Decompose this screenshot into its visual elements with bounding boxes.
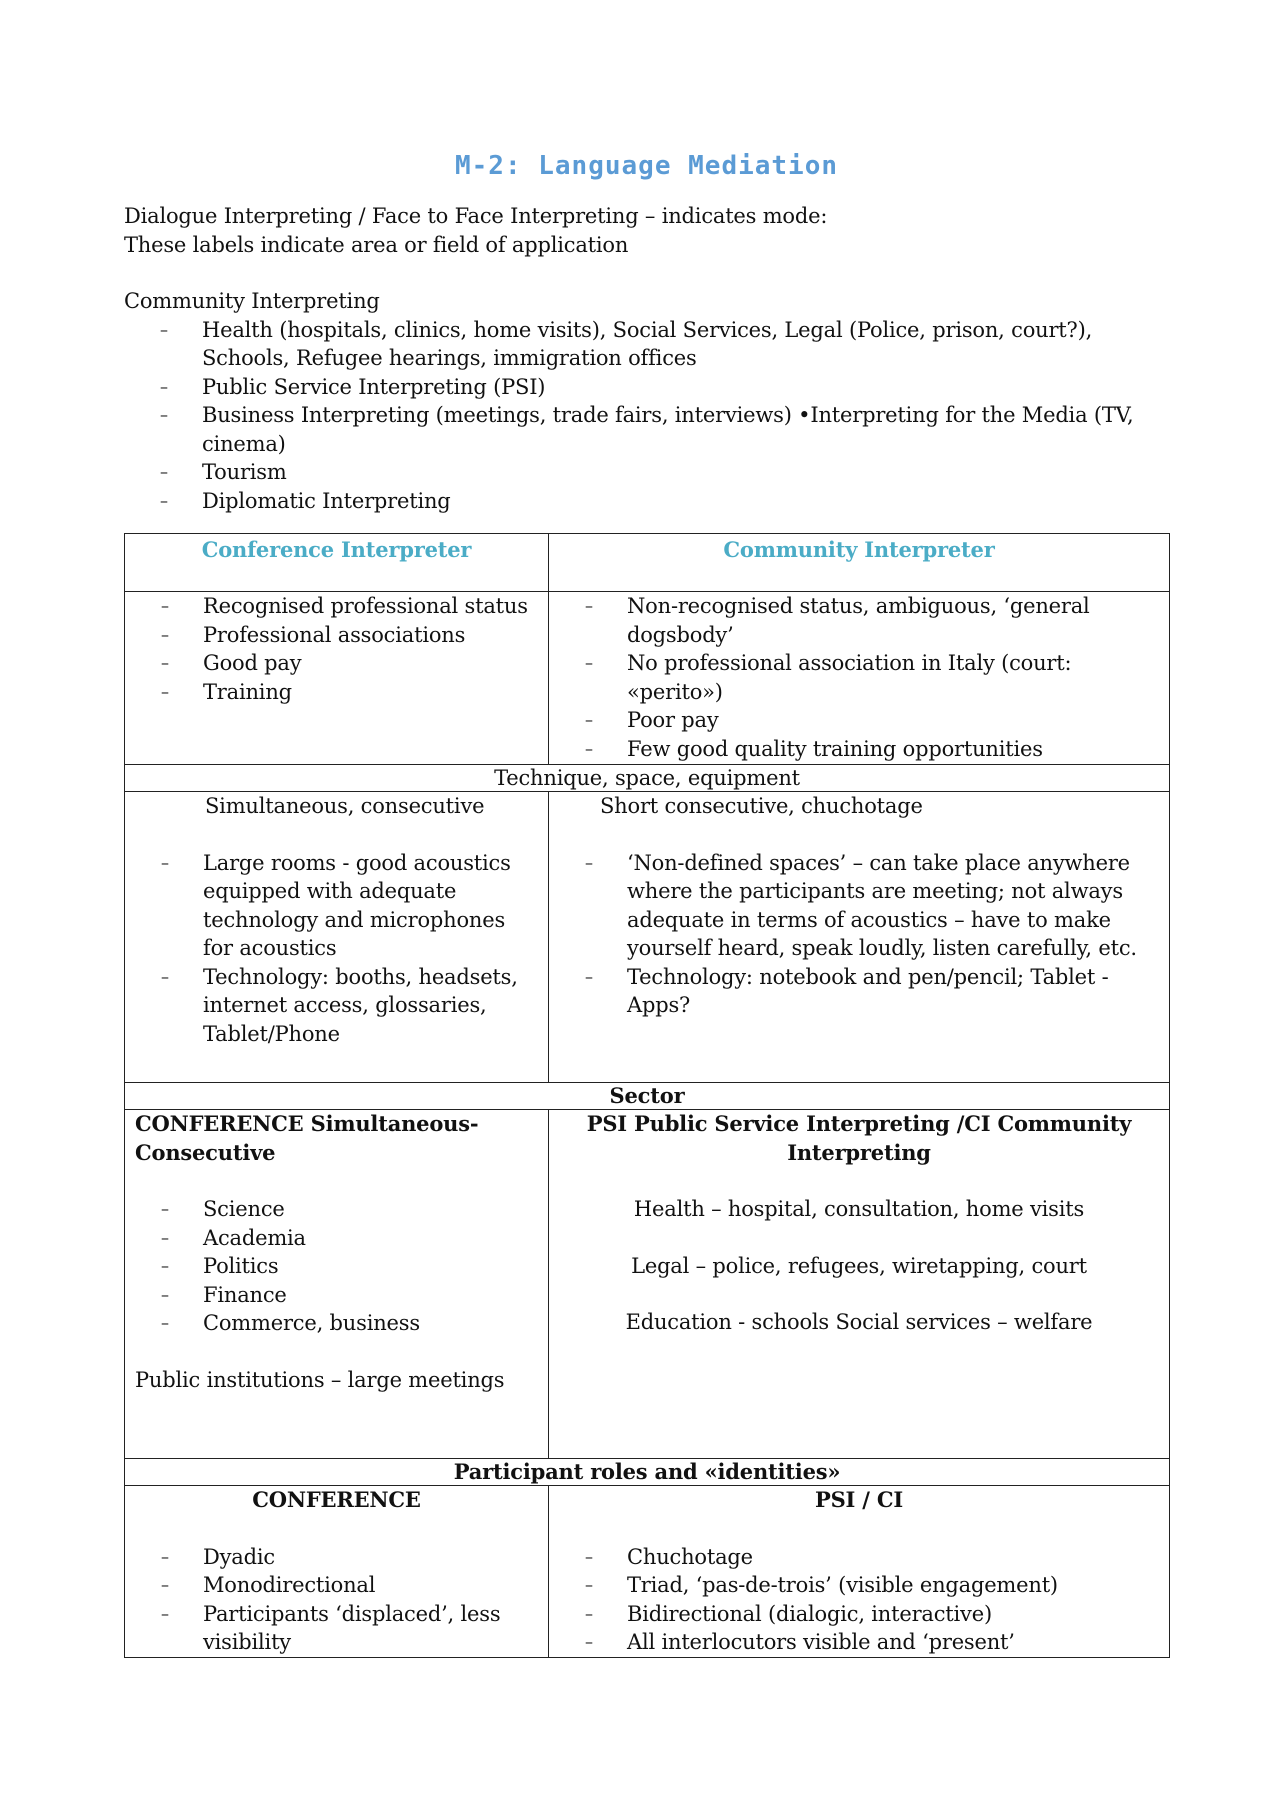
roles-right-heading: PSI / CI: [814, 1487, 903, 1512]
spacer: [124, 259, 1169, 287]
table-row-technique: [125, 792, 1170, 1083]
technique-left-list: [125, 849, 538, 1049]
comparison-table: [124, 533, 1170, 1658]
sector-left-cell: [125, 1110, 549, 1459]
list-item: – Poor pay: [627, 706, 1159, 735]
header-community-interpreter: Community Interpreter: [549, 534, 1170, 592]
sector-left-list: [125, 1195, 538, 1338]
spacer: [559, 1224, 1159, 1252]
sector-line: Legal – police, refugees, wiretapping, court: [631, 1253, 1087, 1278]
document-page: [124, 150, 1169, 1658]
band-row-technique: [125, 765, 1170, 792]
sector-right-cell: [549, 1110, 1170, 1459]
sector-left-heading: CONFERENCE Simultaneous-Consecutive: [135, 1111, 479, 1165]
spacer: [559, 1280, 1159, 1308]
sector-right-heading: PSI Public Service Interpreting /CI Community Interpreting: [586, 1111, 1132, 1165]
list-item: – Tourism: [202, 458, 1169, 487]
table-row-status: [125, 592, 1170, 765]
community-heading: Community Interpreting: [124, 289, 380, 313]
community-list: [124, 316, 1169, 516]
list-item: – Bidirectional (dialogic, interactive): [627, 1600, 1159, 1629]
status-left-list: [125, 592, 538, 706]
band-roles: Participant roles and «identities»: [125, 1459, 1170, 1486]
list-item: – Politics: [203, 1252, 538, 1281]
technique-left-cell: [125, 792, 549, 1083]
list-item: – Diplomatic Interpreting: [202, 487, 1169, 516]
header-conference-interpreter: Conference Interpreter: [125, 534, 549, 592]
list-item: – Monodirectional: [203, 1571, 538, 1600]
spacer: [135, 1515, 538, 1543]
list-item: – Technology: booths, headsets, internet access, glossaries, Tablet/Phone: [203, 963, 538, 1049]
list-item: – Large rooms - good acoustics equipped with adequate technology and microphones for acoustics: [203, 849, 538, 963]
list-item: – All interlocutors visible and ‘present’: [627, 1628, 1159, 1657]
list-item: – Good pay: [203, 649, 538, 678]
technique-right-list: [549, 849, 1159, 1020]
list-item: – Chuchotage: [627, 1543, 1159, 1572]
status-right-cell: [549, 592, 1170, 765]
roles-left-list: [125, 1543, 538, 1657]
band-row-roles: [125, 1459, 1170, 1486]
list-item: – Public Service Interpreting (PSI): [202, 373, 1169, 402]
table-header-row: [125, 534, 1170, 592]
spacer: [559, 821, 1159, 849]
sector-line: Education - schools Social services – welfare: [625, 1310, 1093, 1334]
spacer: [135, 821, 538, 849]
list-item: – Professional associations: [203, 621, 538, 650]
spacer: [135, 1338, 538, 1366]
technique-right-cell: [549, 792, 1170, 1083]
list-item: – Recognised professional status: [203, 592, 538, 621]
status-left-cell: [125, 592, 549, 765]
list-item: – Academia: [203, 1224, 538, 1253]
list-item: – Triad, ‘pas-de-trois’ (visible engagement): [627, 1571, 1159, 1600]
list-item: – Training: [203, 678, 538, 707]
spacer: [559, 1515, 1159, 1543]
band-sector: Sector: [125, 1083, 1170, 1110]
roles-left-heading: CONFERENCE: [252, 1487, 421, 1512]
list-item: – Science: [203, 1195, 538, 1224]
sector-line: Health – hospital, consultation, home visits: [633, 1197, 1085, 1221]
list-item: – Dyadic: [203, 1543, 538, 1572]
technique-left-heading: Simultaneous, consecutive: [205, 794, 485, 818]
list-item: – Participants ‘displaced’, less visibility: [203, 1600, 538, 1657]
spacer: [135, 1167, 538, 1195]
intro-line-1: Dialogue Interpreting / Face to Face Interpreting – indicates mode:: [124, 204, 828, 228]
list-item: – Commerce, business: [203, 1309, 538, 1338]
sector-left-footer: Public institutions – large meetings: [135, 1367, 505, 1392]
table-row-roles: [125, 1486, 1170, 1658]
list-item: – Health (hospitals, clinics, home visits), Social Services, Legal (Police, prison, court?), Schools, Refugee hearings, immigration offices: [202, 316, 1169, 373]
list-item: – Few good quality training opportunities: [627, 735, 1159, 764]
band-technique: Technique, space, equipment: [125, 765, 1170, 792]
roles-right-cell: [549, 1486, 1170, 1658]
list-item: – Finance: [203, 1281, 538, 1310]
list-item: – No professional association in Italy (court: «perito»): [627, 649, 1159, 706]
roles-right-list: [549, 1543, 1159, 1657]
band-row-sector: [125, 1083, 1170, 1110]
list-item: – Business Interpreting (meetings, trade fairs, interviews) •Interpreting for the Media (TV, cinema): [202, 401, 1169, 458]
table-row-sector: [125, 1110, 1170, 1459]
spacer: [559, 1167, 1159, 1195]
list-item: – ‘Non-defined spaces’ – can take place anywhere where the participants are meeting; not always adequate in terms of acoustics – have to make yourself heard, speak loudly, listen carefully, etc.: [627, 849, 1159, 963]
status-right-list: [549, 592, 1159, 763]
intro-line-2: These labels indicate area or field of application: [124, 232, 629, 257]
list-item: – Technology: notebook and pen/pencil; Tablet - Apps?: [627, 963, 1159, 1020]
page-title: M-2: Language Mediation: [454, 151, 839, 181]
roles-left-cell: [125, 1486, 549, 1658]
list-item: – Non-recognised status, ambiguous, ‘general dogsbody’: [627, 592, 1159, 649]
technique-right-heading: Short consecutive, chuchotage: [600, 794, 923, 818]
